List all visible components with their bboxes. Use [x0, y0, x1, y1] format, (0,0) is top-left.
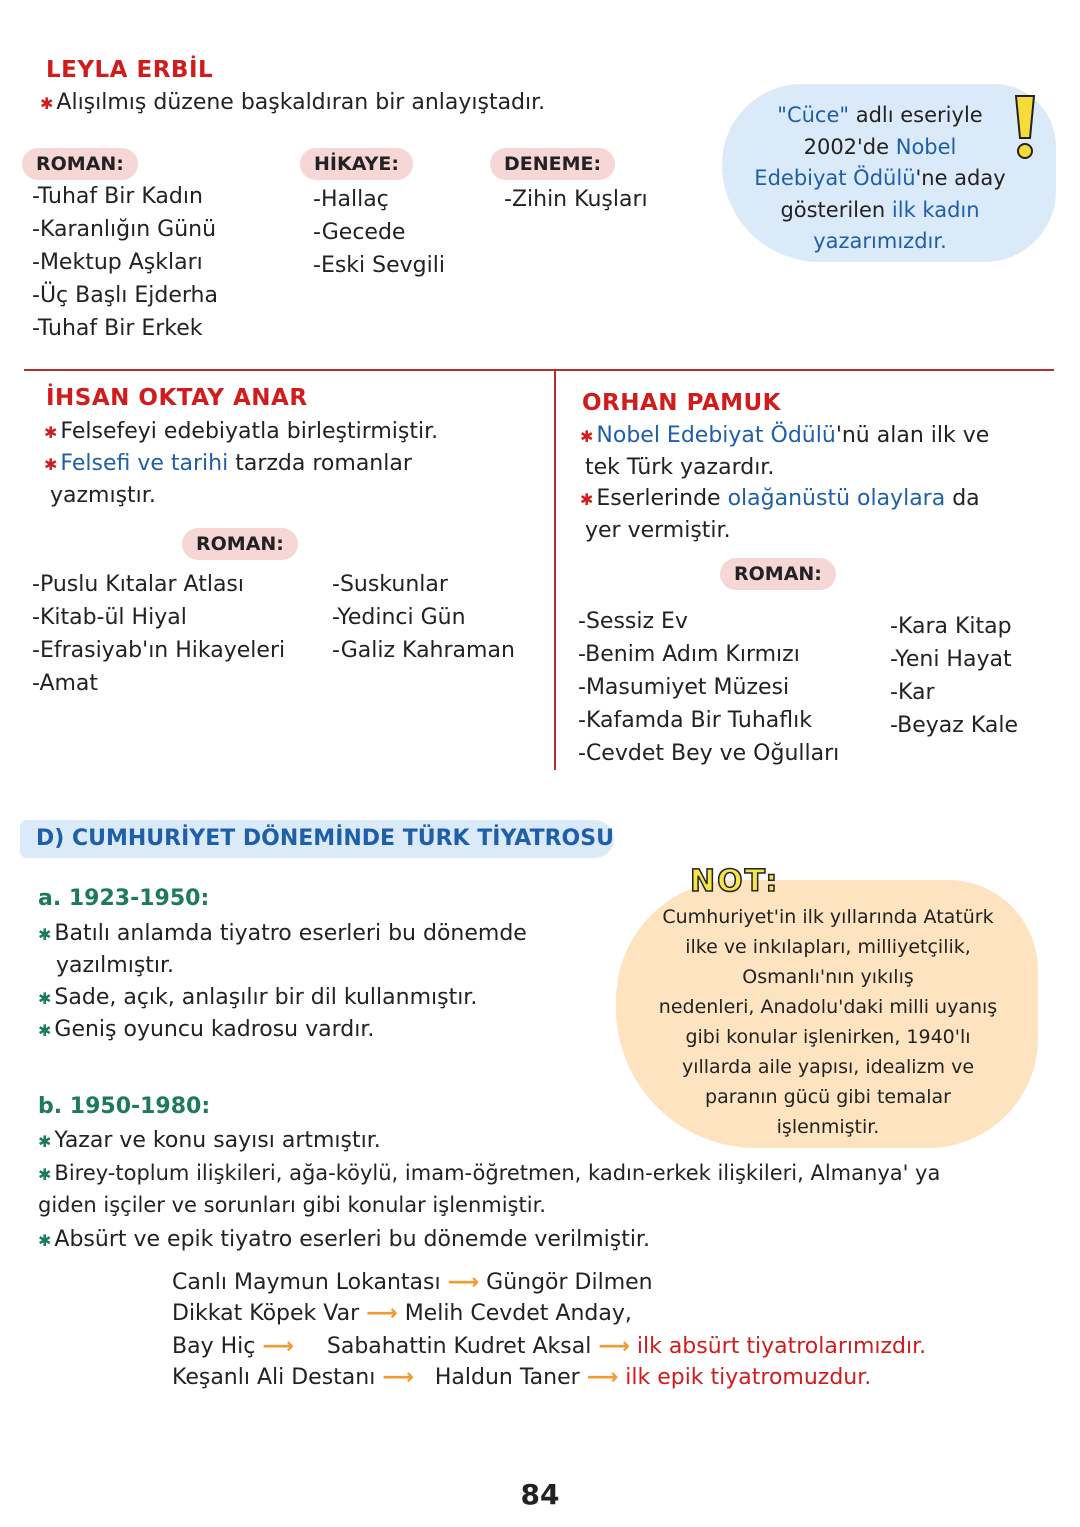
period-1-bullet-2: ✱ Sade, açık, anlaşılır bir dil kullanmıştır.: [38, 985, 478, 1010]
ihsan-bullet-2-cont: yazmıştır.: [50, 483, 156, 508]
period-1-bullet-1: ✱ Batılı anlamda tiyatro eserleri bu dönemde: [38, 921, 527, 946]
ihsan-roman-list-1: [32, 568, 285, 700]
list-item: -Puslu Kıtalar Atlası: [32, 572, 245, 597]
list-item: -Kara Kitap: [890, 614, 1012, 639]
bullet-star-icon: ✱: [580, 427, 594, 446]
arrow-right-icon: ⟶: [262, 1334, 294, 1359]
list-item: -Galiz Kahraman: [332, 638, 515, 663]
list-item: -Efrasiyab'ın Hikayeleri: [32, 638, 286, 663]
work-row: Dikkat Köpek Var ⟶ Melih Cevdet Anday,: [172, 1301, 632, 1326]
orhan-bullet-1: ✱ Nobel Edebiyat Ödülü'nü alan ilk ve: [580, 423, 990, 448]
section-heading: D) CUMHURİYET DÖNEMİNDE TÜRK TİYATROSU: [36, 826, 614, 851]
work-row: Bay Hiç ⟶ Sabahattin Kudret Aksal ⟶ ilk absürt tiyatrolarımızdır.: [172, 1334, 927, 1359]
leyla-deneme-label: DENEME:: [490, 148, 615, 180]
list-item: -Beyaz Kale: [890, 713, 1018, 738]
list-item: -Sessiz Ev: [578, 609, 688, 634]
leyla-hikaye-list: [313, 183, 445, 282]
orhan-title: ORHAN PAMUK: [582, 390, 782, 416]
arrow-right-icon: ⟶: [382, 1365, 414, 1390]
arrow-right-icon: ⟶: [366, 1301, 398, 1326]
list-item: -Karanlığın Günü: [32, 217, 217, 242]
ihsan-bullet-1: ✱ Felsefeyi edebiyatla birleştirmiştir.: [44, 419, 439, 444]
work-row: Canlı Maymun Lokantası ⟶ Güngör Dilmen: [172, 1270, 653, 1295]
list-item: -Kafamda Bir Tuhaflık: [578, 708, 812, 733]
period-1-bullet-1-cont: yazılmıştır.: [56, 953, 175, 978]
leyla-roman-list: [32, 180, 218, 345]
list-item: -Yeni Hayat: [890, 647, 1012, 672]
page-number: 84: [520, 1478, 560, 1511]
list-item: -Masumiyet Müzesi: [578, 675, 790, 700]
leyla-note-text: "Cüce" adlı eseriyle 2002'de Nobel Edebiyat Ödülü'ne aday gösterilen ilk kadın yazarımızdır.: [754, 103, 1006, 253]
list-item: -Amat: [32, 671, 99, 696]
orhan-bullet-2: ✱ Eserlerinde olağanüstü olaylara da: [580, 486, 980, 511]
work-row: Keşanlı Ali Destanı ⟶ Haldun Taner ⟶ ilk epik tiyatromuzdur.: [172, 1365, 872, 1390]
bullet-star-icon: ✱: [38, 1165, 52, 1184]
list-item: -Benim Adım Kırmızı: [578, 642, 800, 667]
bullet-star-icon: ✱: [44, 455, 58, 474]
arrow-right-icon: ⟶: [598, 1334, 630, 1359]
list-item: -Üç Başlı Ejderha: [32, 283, 218, 308]
arrow-right-icon: ⟶: [447, 1270, 480, 1295]
list-item: -Gecede: [313, 220, 406, 245]
horizontal-divider: [24, 369, 1054, 371]
orhan-roman-list-2: [890, 610, 1018, 742]
period-2-bullet-2: ✱ Birey-toplum ilişkileri, ağa-köylü, imam-öğretmen, kadın-erkek ilişkileri, Almanya' ya: [38, 1161, 941, 1185]
orhan-bullet-1-cont: tek Türk yazardır.: [585, 455, 775, 480]
list-item: -Kar: [890, 680, 935, 705]
bullet-star-icon: ✱: [38, 989, 52, 1008]
list-item: -Kitab-ül Hiyal: [32, 605, 187, 630]
orhan-roman-label: ROMAN:: [720, 558, 836, 590]
ihsan-title: İHSAN OKTAY ANAR: [46, 385, 308, 411]
bullet-star-icon: ✱: [40, 94, 54, 113]
orhan-roman-list-1: [578, 605, 839, 770]
period-2-bullet-2-cont: giden işçiler ve sorunları gibi konular işlenmiştir.: [38, 1193, 546, 1217]
period-2-bullet-1: ✱ Yazar ve konu sayısı artmıştır.: [38, 1128, 381, 1153]
arrow-right-icon: ⟶: [586, 1365, 619, 1390]
leyla-deneme-list: [504, 183, 648, 216]
period-1-bullet-3: ✱ Geniş oyuncu kadrosu vardır.: [38, 1017, 375, 1042]
ihsan-roman-label: ROMAN:: [182, 528, 298, 560]
bullet-star-icon: ✱: [580, 490, 594, 509]
leyla-hikaye-label: HİKAYE:: [300, 148, 413, 180]
bullet-star-icon: ✱: [38, 1231, 52, 1250]
not-text: Cumhuriyet'in ilk yıllarında Atatürk ilke ve inkılapları, milliyetçilik, Osmanlı'nın yıkılış nedenleri, Anadolu'daki milli uyanış gibi konular işlenirken, 1940'lı yıllarda aile yapısı, idealizm ve paranın gücü gibi temalar işlenmiştir.: [658, 906, 998, 1138]
period-2-bullet-3: ✱ Absürt ve epik tiyatro eserleri bu dönemde verilmiştir.: [38, 1227, 650, 1252]
leyla-roman-label: ROMAN:: [22, 148, 138, 180]
leyla-erbil-title: LEYLA ERBİL: [46, 57, 214, 83]
not-label: NOT:: [690, 864, 780, 899]
list-item: -Eski Sevgili: [313, 253, 445, 278]
list-item: -Cevdet Bey ve Oğulları: [578, 741, 840, 766]
ihsan-roman-list-2: [332, 568, 515, 667]
list-item: -Hallaç: [313, 187, 389, 212]
vertical-divider: [554, 370, 556, 770]
list-item: -Suskunlar: [332, 572, 448, 597]
bullet-star-icon: ✱: [38, 925, 52, 944]
bullet-star-icon: ✱: [44, 423, 58, 442]
list-item: -Yedinci Gün: [332, 605, 466, 630]
orhan-bullet-2-cont: yer vermiştir.: [585, 518, 731, 543]
list-item: -Mektup Aşkları: [32, 250, 203, 275]
period-2-title: b. 1950-1980:: [38, 1094, 211, 1119]
bullet-star-icon: ✱: [38, 1021, 52, 1040]
bullet-star-icon: ✱: [38, 1132, 52, 1151]
period-1-title: a. 1923-1950:: [38, 886, 210, 911]
list-item: -Tuhaf Bir Erkek: [32, 316, 203, 341]
list-item: -Zihin Kuşları: [504, 187, 648, 212]
list-item: -Tuhaf Bir Kadın: [32, 184, 203, 209]
ihsan-bullet-2: ✱ Felsefi ve tarihi tarzda romanlar: [44, 451, 412, 476]
leyla-desc: ✱ Alışılmış düzene başkaldıran bir anlayıştadır.: [40, 90, 546, 115]
